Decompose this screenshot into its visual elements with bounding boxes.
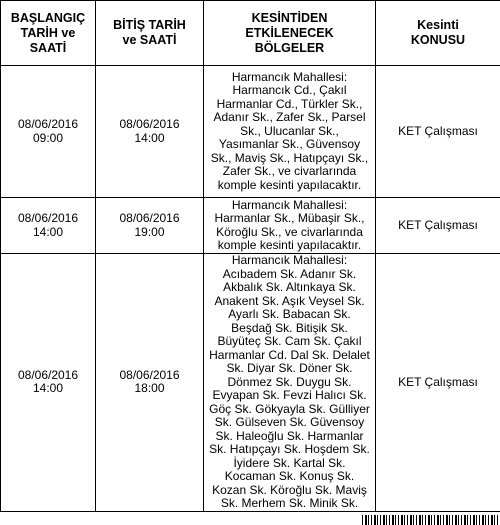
header-start: BAŞLANGIÇ TARİH ve SAATİ (1, 1, 96, 66)
cell-end: 08/06/2016 14:00 (96, 66, 204, 198)
cell-start: 08/06/2016 14:00 (1, 198, 96, 254)
table-row (1, 198, 500, 254)
cell-subject: KET Çalışması (376, 254, 500, 512)
table-row (1, 254, 500, 512)
header-end: BİTİŞ TARİH ve SAATİ (96, 1, 204, 66)
header-regions: KESİNTİDEN ETKİLENECEK BÖLGELER (204, 1, 376, 66)
table-row (1, 66, 500, 198)
cell-subject: KET Çalışması (376, 198, 500, 254)
cell-start: 08/06/2016 09:00 (1, 66, 96, 198)
cell-regions: Harmancık Mahallesi: Acıbadem Sk. Adanır Sk. Akbalık Sk. Altınkaya Sk. Anakent Sk. Aşık Veysel Sk. Ayarlı Sk. Babacan Sk. Beşdağ Sk. Bitişik Sk. Büyüteç Sk. Cam Sk. Çakıl Harmanlar Cd. Dal Sk. Delalet Sk. Diyar Sk. Döner Sk. Dönmez Sk. Duygu Sk. Evyapan Sk. Fevzi Halıcı Sk. Göç Sk. Gökyayla Sk. Gülliyer Sk. Gülseven Sk. Güvensoy Sk. Haleoğlu Sk. Harmanlar Sk. Hatıpçayı Sk. Hoşdem Sk. İyidere Sk. Kartal Sk. Kocaman Sk. Konuş Sk. Kozan Sk. Köroğlu Sk. Maviş Sk. Merhem Sk. Minik Sk. (204, 254, 376, 512)
cell-regions: Harmancık Mahallesi: Harmanlar Sk., Mübaşir Sk., Köroğlu Sk., ve civarlarında komple kesinti yapılacaktır. (204, 198, 376, 254)
cell-end: 08/06/2016 18:00 (96, 254, 204, 512)
header-row (1, 1, 500, 66)
barcode (362, 515, 500, 525)
cell-regions: Harmancık Mahallesi: Harmancık Cd., Çakıl Harmanlar Cd., Türkler Sk., Adanır Sk., Zafer Sk., Parsel Sk., Ulucanlar Sk., Yasımanlar Sk., Güvensoy Sk., Maviş Sk., Hatıpçayı Sk., Zafer Sk., ve civarlarında komple kesinti yapılacaktır. (204, 66, 376, 198)
cell-subject: KET Çalışması (376, 66, 500, 198)
cell-end: 08/06/2016 19:00 (96, 198, 204, 254)
cell-start: 08/06/2016 14:00 (1, 254, 96, 512)
header-subject: Kesinti KONUSU (376, 1, 500, 66)
